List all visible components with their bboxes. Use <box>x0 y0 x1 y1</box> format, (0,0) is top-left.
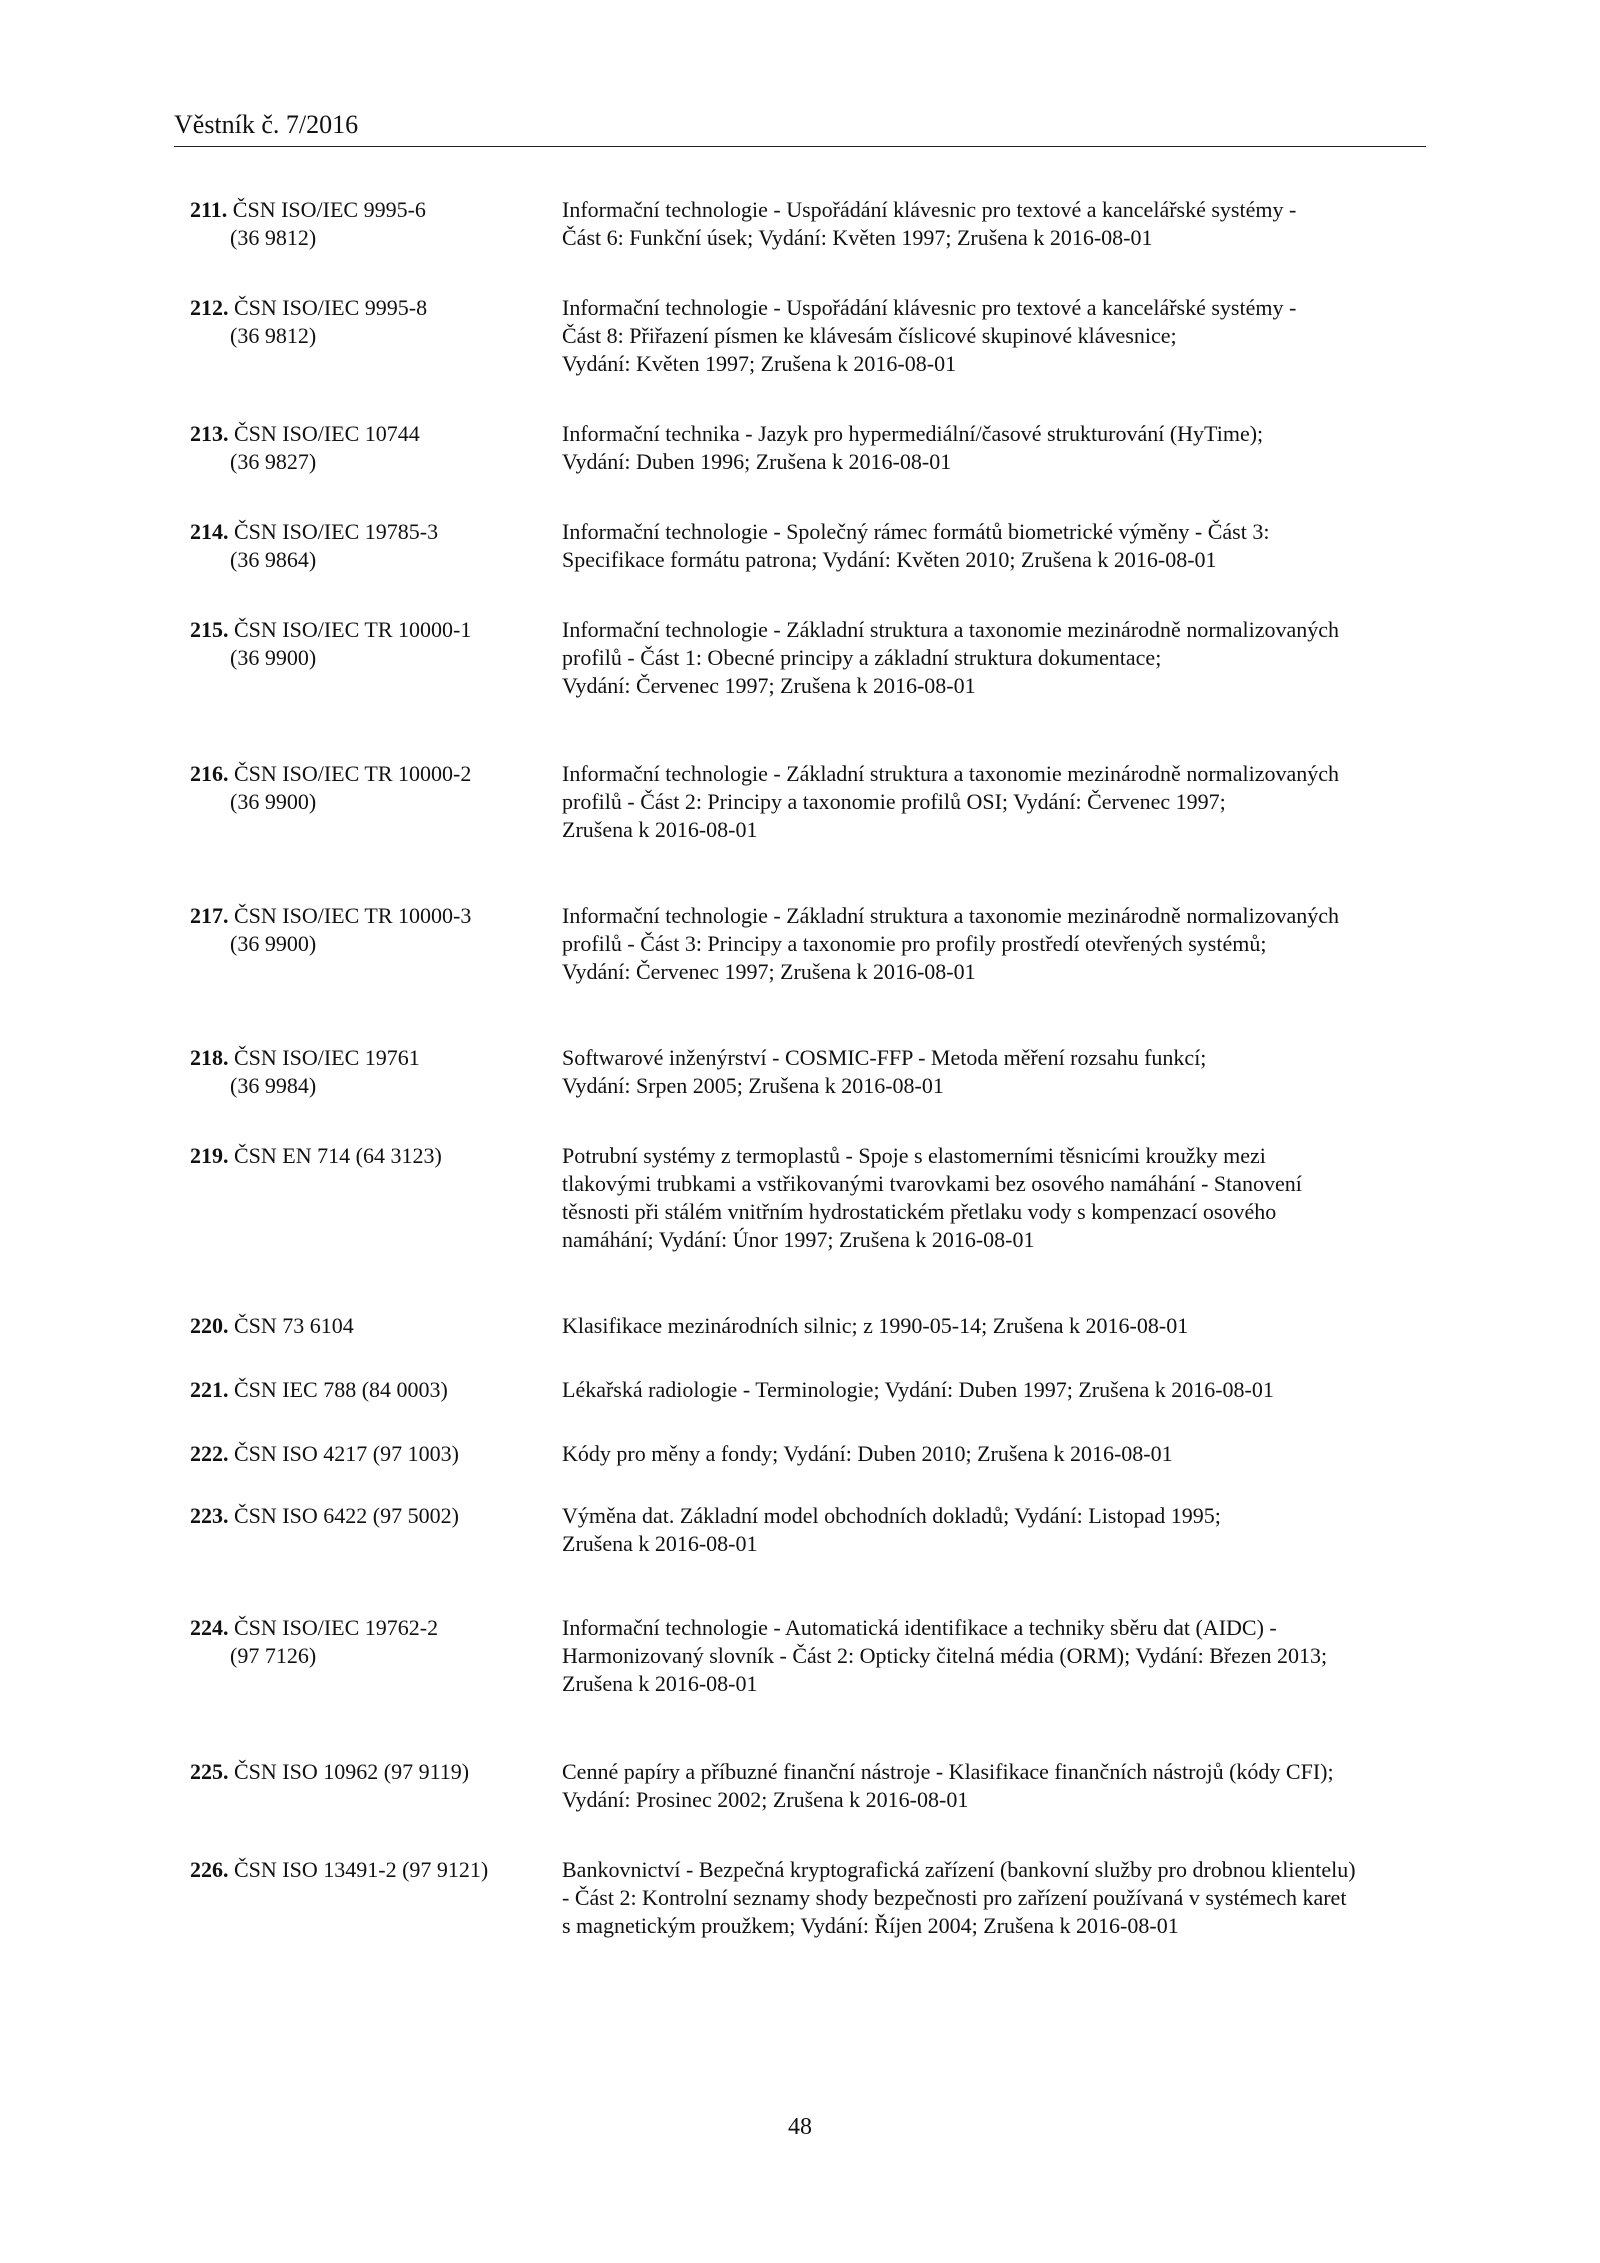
entry-number: 217. <box>190 903 229 928</box>
description-line: Zrušena k 2016-08-01 <box>562 1531 758 1556</box>
standard-description <box>562 616 1426 700</box>
classification-code: (36 9900) <box>230 645 317 670</box>
standard-identifier <box>190 420 562 476</box>
standard-code: ČSN ISO/IEC 9995-6 <box>232 197 426 222</box>
entry-number: 224. <box>190 1615 229 1640</box>
standard-identifier-line <box>190 1503 459 1528</box>
entry-number: 213. <box>190 421 229 446</box>
standard-identifier <box>190 1758 562 1814</box>
description-line: těsnosti při stálém vnitřním hydrostatickém přetlaku vody s kompenzací osového <box>562 1199 1277 1224</box>
standard-description <box>562 420 1426 476</box>
entry-number: 222. <box>190 1441 229 1466</box>
standard-identifier-line <box>190 1313 354 1338</box>
standard-identifier <box>190 1376 562 1404</box>
classification-code: (36 9827) <box>230 449 317 474</box>
description-line: Klasifikace mezinárodních silnic; z 1990-05-14; Zrušena k 2016-08-01 <box>562 1313 1189 1338</box>
standard-description <box>562 1758 1426 1814</box>
standard-entry <box>190 518 1426 574</box>
classification-code: (97 7126) <box>230 1643 317 1668</box>
standard-identifier <box>190 1312 562 1340</box>
standard-entry <box>190 294 1426 378</box>
standard-description <box>562 1856 1426 1940</box>
standard-description <box>562 294 1426 378</box>
standard-identifier-line <box>190 519 438 544</box>
description-line: Informační technologie - Základní struktura a taxonomie mezinárodně normalizovaných <box>562 761 1340 786</box>
standard-identifier-line <box>190 1143 442 1168</box>
standard-description <box>562 1312 1426 1340</box>
standard-code: ČSN ISO/IEC 19785-3 <box>234 519 439 544</box>
standard-description <box>562 518 1426 574</box>
standard-code: ČSN ISO/IEC TR 10000-1 <box>234 617 472 642</box>
standard-code: ČSN ISO 4217 (97 1003) <box>234 1441 459 1466</box>
standard-entry <box>190 1142 1426 1254</box>
standard-entry <box>190 1758 1426 1814</box>
classification-code: (36 9900) <box>230 789 317 814</box>
entry-number: 221. <box>190 1377 229 1402</box>
description-line: Informační technologie - Společný rámec formátů biometrické výměny - Část 3: <box>562 519 1270 544</box>
description-line: profilů - Část 1: Obecné principy a základní struktura dokumentace; <box>562 645 1162 670</box>
page-number: 48 <box>788 2114 812 2140</box>
description-line: Vydání: Srpen 2005; Zrušena k 2016-08-01 <box>562 1073 944 1098</box>
standard-identifier-line <box>190 1615 438 1640</box>
description-line: Informační technologie - Uspořádání klávesnic pro textové a kancelářské systémy - <box>562 197 1297 222</box>
standard-identifier-line <box>190 1045 420 1070</box>
description-line: profilů - Část 3: Principy a taxonomie pro profily prostředí otevřených systémů; <box>562 931 1267 956</box>
entry-number: 223. <box>190 1503 229 1528</box>
description-line: Informační technologie - Uspořádání klávesnic pro textové a kancelářské systémy - <box>562 295 1297 320</box>
description-line: Potrubní systémy z termoplastů - Spoje s elastomerními těsnicími kroužky mezi <box>562 1143 1266 1168</box>
description-line: Lékařská radiologie - Terminologie; Vydání: Duben 1997; Zrušena k 2016-08-01 <box>562 1377 1274 1402</box>
description-line: - Část 2: Kontrolní seznamy shody bezpečnosti pro zařízení používaná v systémech karet <box>562 1885 1347 1910</box>
standard-entry <box>190 196 1426 252</box>
standard-identifier-line <box>190 1857 488 1882</box>
description-line: Specifikace formátu patrona; Vydání: Květen 2010; Zrušena k 2016-08-01 <box>562 547 1217 572</box>
standard-entry <box>190 420 1426 476</box>
page-header <box>174 108 1426 147</box>
description-line: Kódy pro měny a fondy; Vydání: Duben 2010; Zrušena k 2016-08-01 <box>562 1441 1173 1466</box>
page-title: Věstník č. 7/2016 <box>174 110 359 139</box>
standard-description <box>562 760 1426 844</box>
standard-identifier-line <box>190 1759 469 1784</box>
standard-identifier-line <box>190 1377 448 1402</box>
standard-identifier-line <box>190 761 471 786</box>
description-line: namáhání; Vydání: Únor 1997; Zrušena k 2016-08-01 <box>562 1227 1035 1252</box>
standard-code: ČSN 73 6104 <box>234 1313 354 1338</box>
standard-identifier <box>190 616 562 700</box>
standard-description <box>562 1440 1426 1468</box>
standard-entry <box>190 1856 1426 1940</box>
standard-identifier-line <box>190 1441 459 1466</box>
entry-number: 225. <box>190 1759 229 1784</box>
entry-number: 214. <box>190 519 229 544</box>
standard-identifier-line <box>190 197 426 222</box>
standard-description <box>562 902 1426 986</box>
description-line: Zrušena k 2016-08-01 <box>562 1671 758 1696</box>
standard-code: ČSN ISO 10962 (97 9119) <box>234 1759 470 1784</box>
standard-identifier <box>190 294 562 378</box>
standard-identifier-line <box>190 903 471 928</box>
description-line: Informační technika - Jazyk pro hypermediální/časové strukturování (HyTime); <box>562 421 1264 446</box>
entry-number: 215. <box>190 617 229 642</box>
description-line: s magnetickým proužkem; Vydání: Říjen 2004; Zrušena k 2016-08-01 <box>562 1913 1179 1938</box>
standard-identifier <box>190 1502 562 1558</box>
description-line: Informační technologie - Automatická identifikace a techniky sběru dat (AIDC) - <box>562 1615 1277 1640</box>
standard-entry <box>190 1614 1426 1698</box>
entry-number: 219. <box>190 1143 229 1168</box>
standard-identifier <box>190 1044 562 1100</box>
standard-identifier-line <box>190 421 420 446</box>
standard-code: ČSN ISO/IEC 19761 <box>234 1045 420 1070</box>
standard-code: ČSN ISO/IEC TR 10000-2 <box>234 761 472 786</box>
standard-code: ČSN ISO/IEC 19762-2 <box>234 1615 439 1640</box>
standard-entry <box>190 616 1426 700</box>
classification-code: (36 9864) <box>230 547 317 572</box>
standard-code: ČSN ISO 13491-2 (97 9121) <box>234 1857 489 1882</box>
entry-number: 218. <box>190 1045 229 1070</box>
entry-number: 212. <box>190 295 229 320</box>
standard-description <box>562 1614 1426 1698</box>
standard-description <box>562 1044 1426 1100</box>
standard-identifier <box>190 1856 562 1940</box>
standard-entry <box>190 1376 1426 1404</box>
standard-identifier-line <box>190 295 427 320</box>
standard-entry <box>190 1440 1426 1468</box>
classification-code: (36 9900) <box>230 931 317 956</box>
description-line: Informační technologie - Základní struktura a taxonomie mezinárodně normalizovaných <box>562 617 1340 642</box>
classification-code: (36 9812) <box>230 323 317 348</box>
description-line: profilů - Část 2: Principy a taxonomie profilů OSI; Vydání: Červenec 1997; <box>562 789 1226 814</box>
description-line: Vydání: Prosinec 2002; Zrušena k 2016-08-01 <box>562 1787 969 1812</box>
description-line: Bankovnictví - Bezpečná kryptografická zařízení (bankovní služby pro drobnou klientelu) <box>562 1857 1356 1882</box>
standard-identifier <box>190 902 562 986</box>
standard-code: ČSN ISO/IEC 9995-8 <box>234 295 428 320</box>
standard-code: ČSN ISO/IEC 10744 <box>234 421 420 446</box>
standard-entry <box>190 1312 1426 1340</box>
standard-description <box>562 1502 1426 1558</box>
standard-description <box>562 1376 1426 1404</box>
standard-code: ČSN ISO/IEC TR 10000-3 <box>234 903 472 928</box>
description-line: Výměna dat. Základní model obchodních dokladů; Vydání: Listopad 1995; <box>562 1503 1221 1528</box>
standard-code: ČSN ISO 6422 (97 5002) <box>234 1503 459 1528</box>
standard-identifier <box>190 518 562 574</box>
entry-number: 226. <box>190 1857 229 1882</box>
standard-entry <box>190 902 1426 986</box>
description-line: Vydání: Duben 1996; Zrušena k 2016-08-01 <box>562 449 952 474</box>
standard-code: ČSN EN 714 (64 3123) <box>234 1143 442 1168</box>
standard-code: ČSN IEC 788 (84 0003) <box>234 1377 448 1402</box>
entry-number: 216. <box>190 761 229 786</box>
description-line: Cenné papíry a příbuzné finanční nástroje - Klasifikace finančních nástrojů (kódy CFI); <box>562 1759 1334 1784</box>
standard-description <box>562 1142 1426 1254</box>
standard-entry <box>190 760 1426 844</box>
standard-identifier <box>190 1614 562 1698</box>
standard-identifier <box>190 1142 562 1254</box>
description-line: Vydání: Červenec 1997; Zrušena k 2016-08-01 <box>562 959 976 984</box>
classification-code: (36 9812) <box>230 225 317 250</box>
description-line: Část 8: Přiřazení písmen ke klávesám číslicové skupinové klávesnice; <box>562 323 1177 348</box>
description-line: tlakovými trubkami a vstřikovanými tvarovkami bez osového namáhání - Stanovení <box>562 1171 1302 1196</box>
standard-entry <box>190 1044 1426 1100</box>
standard-description <box>562 196 1426 252</box>
standard-identifier <box>190 1440 562 1468</box>
description-line: Část 6: Funkční úsek; Vydání: Květen 1997; Zrušena k 2016-08-01 <box>562 225 1153 250</box>
description-line: Vydání: Květen 1997; Zrušena k 2016-08-01 <box>562 351 957 376</box>
standard-identifier-line <box>190 617 471 642</box>
description-line: Softwarové inženýrství - COSMIC-FFP - Metoda měření rozsahu funkcí; <box>562 1045 1207 1070</box>
description-line: Informační technologie - Základní struktura a taxonomie mezinárodně normalizovaných <box>562 903 1340 928</box>
description-line: Vydání: Červenec 1997; Zrušena k 2016-08-01 <box>562 673 976 698</box>
description-line: Zrušena k 2016-08-01 <box>562 817 758 842</box>
standard-identifier <box>190 760 562 844</box>
standard-entry <box>190 1502 1426 1558</box>
classification-code: (36 9984) <box>230 1073 317 1098</box>
entry-number: 211. <box>190 197 228 222</box>
entry-number: 220. <box>190 1313 229 1338</box>
description-line: Harmonizovaný slovník - Část 2: Opticky čitelná média (ORM); Vydání: Březen 2013; <box>562 1643 1328 1668</box>
standard-identifier <box>190 196 562 252</box>
